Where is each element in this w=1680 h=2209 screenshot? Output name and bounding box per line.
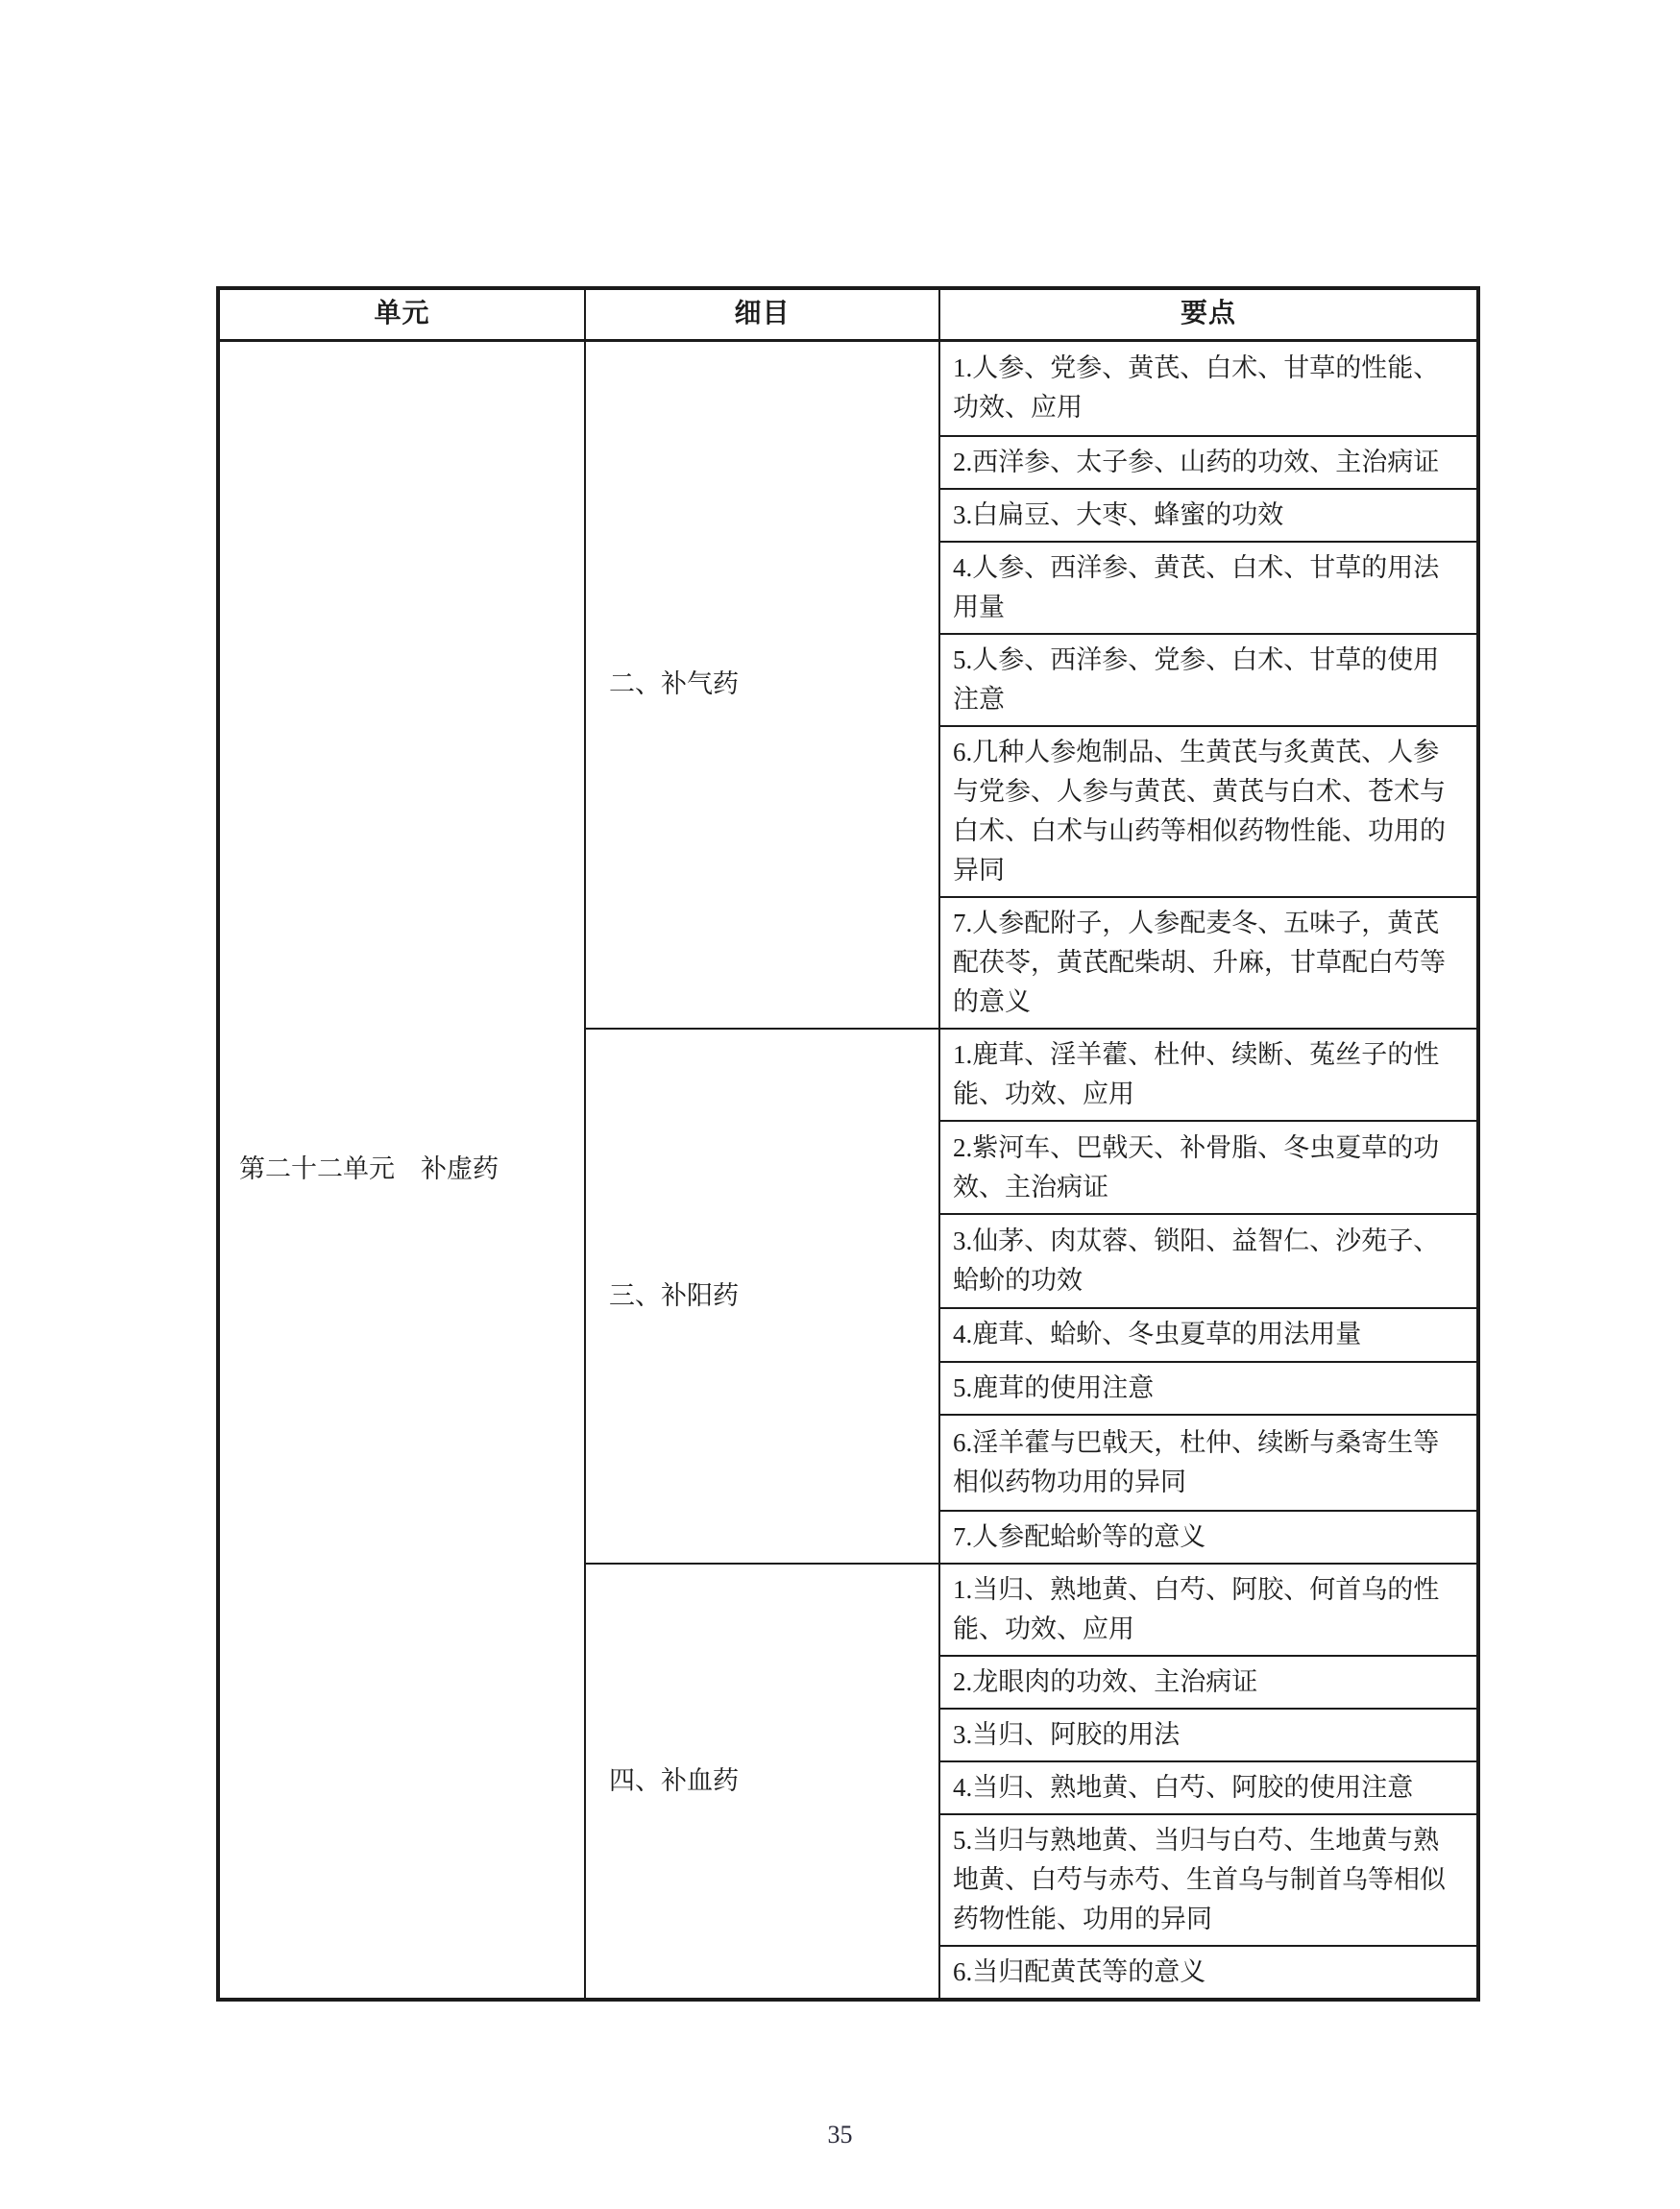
point-cell: 3.白扁豆、大枣、蜂蜜的功效 bbox=[939, 489, 1478, 542]
point-cell: 2.龙眼肉的功效、主治病证 bbox=[939, 1656, 1478, 1709]
point-cell: 5.当归与熟地黄、当归与白芍、生地黄与熟地黄、白芍与赤芍、生首乌与制首乌等相似药物性能、功用的异同 bbox=[939, 1814, 1478, 1946]
point-cell: 3.仙茅、肉苁蓉、锁阳、益智仁、沙苑子、蛤蚧的功效 bbox=[939, 1214, 1478, 1308]
point-cell: 4.人参、西洋参、黄芪、白术、甘草的用法用量 bbox=[939, 542, 1478, 634]
point-cell: 5.人参、西洋参、党参、白术、甘草的使用注意 bbox=[939, 634, 1478, 726]
syllabus-table bbox=[216, 286, 1480, 2002]
page-number: 35 bbox=[827, 2121, 853, 2148]
table-header-row bbox=[218, 288, 1478, 340]
point-cell: 1.人参、党参、黄芪、白术、甘草的性能、功效、应用 bbox=[939, 340, 1478, 436]
subcategory-cell: 三、补阳药 bbox=[585, 1029, 939, 1563]
table-row bbox=[218, 340, 1478, 436]
point-cell: 6.当归配黄芪等的意义 bbox=[939, 1946, 1478, 2000]
point-cell: 7.人参配蛤蚧等的意义 bbox=[939, 1511, 1478, 1564]
point-cell: 4.当归、熟地黄、白芍、阿胶的使用注意 bbox=[939, 1761, 1478, 1814]
point-cell: 3.当归、阿胶的用法 bbox=[939, 1709, 1478, 1761]
point-cell: 6.淫羊藿与巴戟天，杜仲、续断与桑寄生等相似药物功用的异同 bbox=[939, 1415, 1478, 1511]
point-cell: 7.人参配附子，人参配麦冬、五味子，黄芪配茯苓，黄芪配柴胡、升麻，甘草配白芍等的意义 bbox=[939, 897, 1478, 1029]
column-header-detail: 细目 bbox=[585, 288, 939, 340]
unit-cell: 第二十二单元 补虚药 bbox=[218, 340, 585, 2000]
point-cell: 1.鹿茸、淫羊藿、杜仲、续断、菟丝子的性能、功效、应用 bbox=[939, 1029, 1478, 1121]
point-cell: 5.鹿茸的使用注意 bbox=[939, 1362, 1478, 1415]
point-cell: 4.鹿茸、蛤蚧、冬虫夏草的用法用量 bbox=[939, 1308, 1478, 1361]
point-cell: 2.紫河车、巴戟天、补骨脂、冬虫夏草的功效、主治病证 bbox=[939, 1121, 1478, 1214]
subcategory-cell: 二、补气药 bbox=[585, 340, 939, 1029]
point-cell: 6.几种人参炮制品、生黄芪与炙黄芪、人参与党参、人参与黄芪、黄芪与白术、苍术与白术、白术与山药等相似药物性能、功用的异同 bbox=[939, 726, 1478, 897]
column-header-points: 要点 bbox=[939, 288, 1478, 340]
column-header-unit: 单元 bbox=[218, 288, 585, 340]
point-cell: 1.当归、熟地黄、白芍、阿胶、何首乌的性能、功效、应用 bbox=[939, 1564, 1478, 1656]
point-cell: 2.西洋参、太子参、山药的功效、主治病证 bbox=[939, 436, 1478, 489]
subcategory-cell: 四、补血药 bbox=[585, 1564, 939, 2000]
